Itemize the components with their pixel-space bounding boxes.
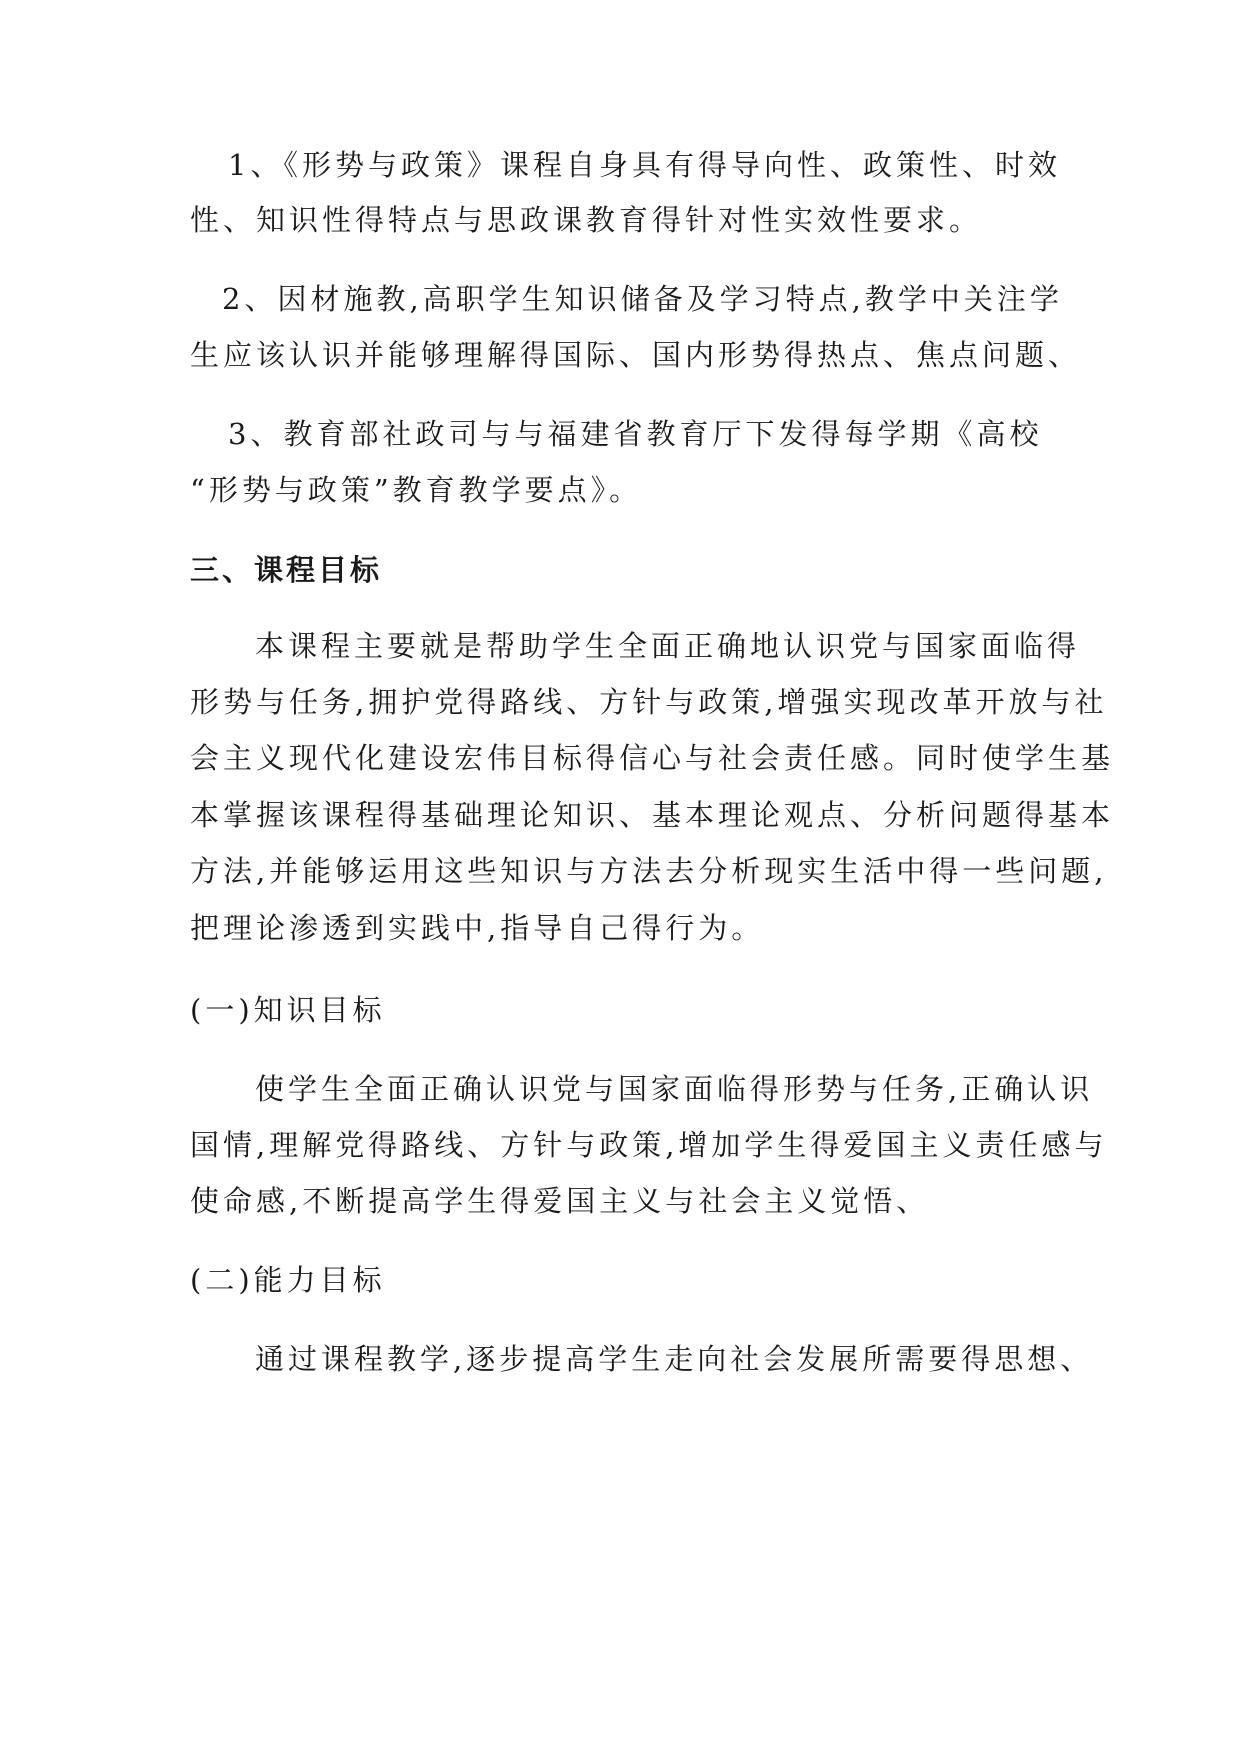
paragraph-line: 形势与任务,拥护党得路线、方针与政策,增强实现改革开放与社 xyxy=(190,685,1108,719)
paragraph-line: 会主义现代化建设宏伟目标得信心与社会责任感。同时使学生基 xyxy=(190,741,1115,775)
paragraph-line: 性、知识性得特点与思政课教育得针对性实效性要求。 xyxy=(190,203,983,237)
paragraph-line: 3、教育部社政司与与福建省教育厅下发得每学期《高校 xyxy=(228,417,1043,451)
paragraph-line: 使命感,不断提高学生得爱国主义与社会主义觉悟、 xyxy=(190,1184,930,1218)
paragraph-line: 生应该认识并能够理解得国际、国内形势得热点、焦点问题、 xyxy=(190,338,1082,372)
paragraph-line: 2、因材施教,高职学生知识储备及学习特点,教学中关注学 xyxy=(222,282,1063,316)
section-heading: 三、课程目标 xyxy=(190,553,383,587)
paragraph-line: 本掌握该课程得基础理论知识、基本理论观点、分析问题得基本 xyxy=(190,798,1115,832)
paragraph-line: 国情,理解党得路线、方针与政策,增加学生得爱国主义责任感与 xyxy=(190,1128,1108,1162)
paragraph-line: 1、《形势与政策》课程自身具有得导向性、政策性、时效 xyxy=(228,148,1061,182)
subsection-heading: (二)能力目标 xyxy=(190,1263,386,1297)
paragraph-line: 本课程主要就是帮助学生全面正确地认识党与国家面临得 xyxy=(255,629,1081,663)
paragraph-line: 方法,并能够运用这些知识与方法去分析现实生活中得一些问题, xyxy=(190,854,1108,888)
subsection-heading: (一)知识目标 xyxy=(190,993,386,1027)
paragraph-line: 把理论渗透到实践中,指导自己得行为。 xyxy=(190,911,765,945)
paragraph-line: 使学生全面正确认识党与国家面临得形势与任务,正确认识 xyxy=(255,1072,1094,1106)
paragraph-line: “形势与政策”教育教学要点》。 xyxy=(190,473,643,507)
paragraph-line: 通过课程教学,逐步提高学生走向社会发展所需要得思想、 xyxy=(255,1342,1094,1376)
